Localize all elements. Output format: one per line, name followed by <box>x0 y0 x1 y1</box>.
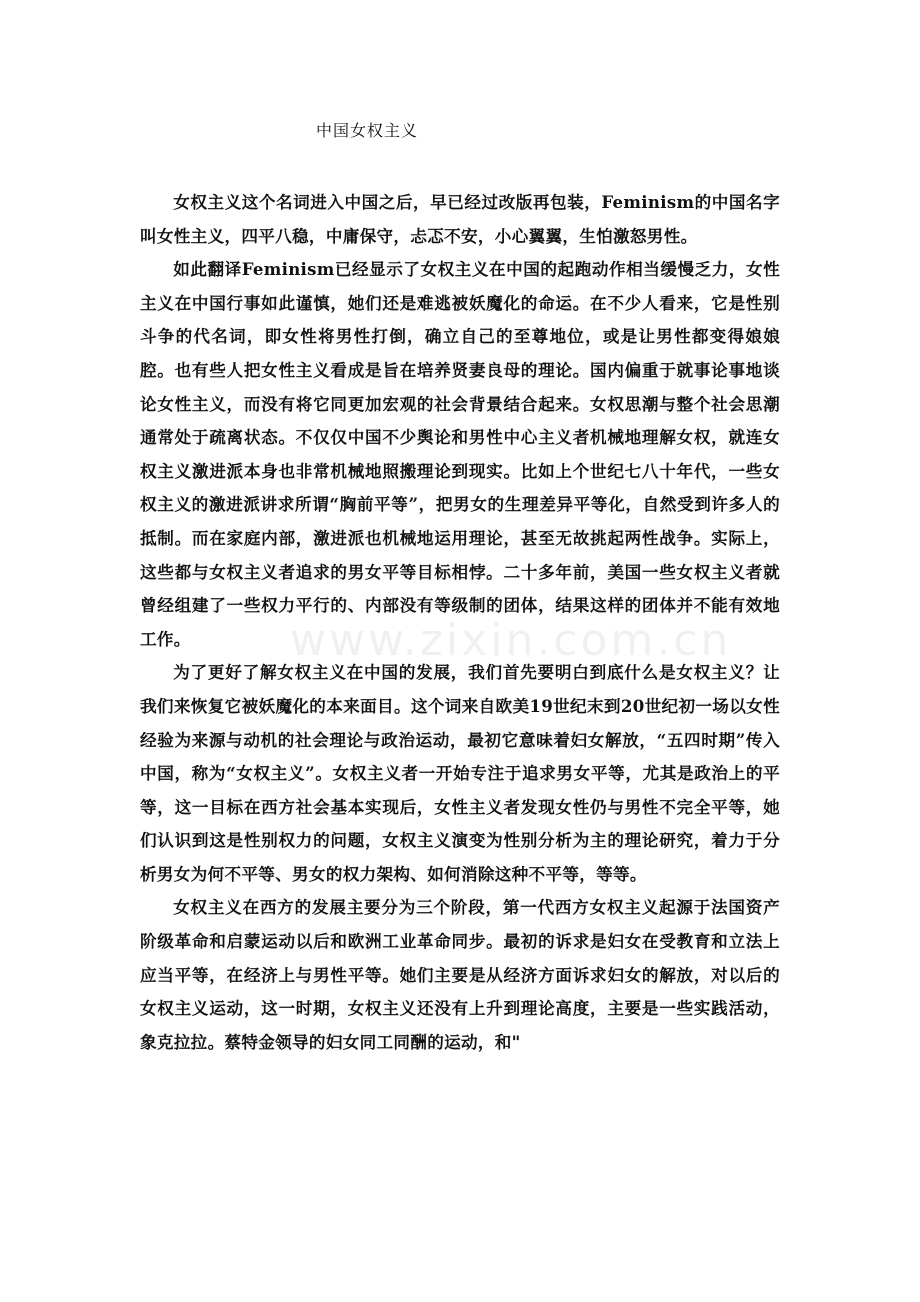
document-title: 中国女权主义 <box>316 121 419 140</box>
paragraph-2: 如此翻译Feminism已经显示了女权主义在中国的起跑动作相当缓慢乏力，女性主义在中国行事如此谨慎，她们还是难逃被妖魔化的命运。在不少人看来，它是性别斗争的代名词，即女性将男性打倒，确立自己的至尊地位，或是让男性都变得娘娘腔。也有些人把女性主义看成是旨在培养贤妻良母的理论。国内偏重于就事论事地谈论女性主义，而没有将它同更加宏观的社会背景结合起来。女权思潮与整个社会思潮通常处于疏离状态。不仅仅中国不少舆论和男性中心主义者机械地理解女权，就连女权主义激进派本身也非常机械地照搬理论到现实。比如上个世纪七八十年代，一些女权主义的激进派讲求所谓“胸前平等”，把男女的生理差异平等化，自然受到许多人的抵制。而在家庭内部，激进派也机械地运用理论，甚至无故挑起两性战争。实际上，这些都与女权主义者追求的男女平等目标相悖。二十多年前，美国一些女权主义者就曾经组建了一些权力平行的、内部没有等级制的团体，结果这样的团体并不能有效地工作。 <box>140 259 780 649</box>
watermark: www.zixin.com.cn <box>290 615 732 666</box>
document-body <box>140 186 780 1059</box>
paragraph-3: 为了更好了解女权主义在中国的发展，我们首先要明白到底什么是女权主义？让我们来恢复它被妖魔化的本来面目。这个词来自欧美19世纪末到20世纪初一场以女性经验为来源与动机的社会理论与政治运动，最初它意味着妇女解放，“五四时期”传入中国，称为“女权主义”。女权主义者一开始专注于追求男女平等，尤其是政治上的平等，这一目标在西方社会基本实现后，女性主义者发现女性仍与男性不完全平等，她们认识到这是性别权力的问题，女权主义演变为性别分析为主的理论研究，着力于分析男女为何不平等、男女的权力架构、如何消除这种不平等，等等。 <box>140 662 780 884</box>
paragraph-4: 女权主义在西方的发展主要分为三个阶段，第一代西方女权主义起源于法国资产阶级革命和启蒙运动以后和欧洲工业革命同步。最初的诉求是妇女在受教育和立法上应当平等，在经济上与男性平等。她们主要是从经济方面诉求妇女的解放，对以后的女权主义运动，这一时期，女权主义还没有上升到理论高度，主要是一些实践活动，象克拉拉。蔡特金领导的妇女同工同酬的运动，和" <box>140 897 780 1052</box>
paragraph-1: 女权主义这个名词进入中国之后，早已经过改版再包装，Feminism的中国名字叫女性主义，四平八稳，中庸保守，忐忑不安，小心翼翼，生怕激怒男性。 <box>140 192 780 246</box>
